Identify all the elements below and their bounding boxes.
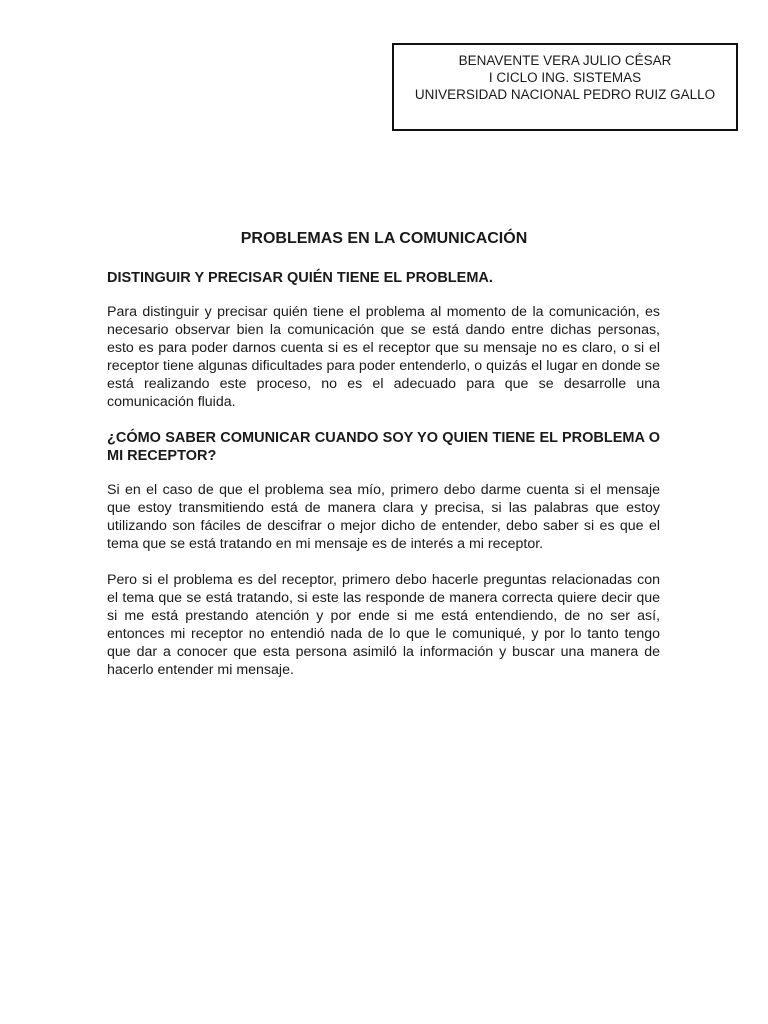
author-info-box: [392, 43, 738, 131]
document-title: PROBLEMAS EN LA COMUNICACIÓN: [240, 230, 528, 247]
section-heading-2: ¿CÓMO SABER COMUNICAR CUANDO SOY YO QUIEN TIENE EL PROBLEMA O MI RECEPTOR?: [107, 430, 660, 464]
section-2-paragraph-2: Pero si el problema es del receptor, primero debo hacerle preguntas relacionadas con el tema que se está tratando, si este las responde de manera correcta quiere decir que si me está prestando atención y por ende si me está entendiendo, de no ser así, entonces mi receptor no entendió nada de lo que le comuniqué, y por lo tanto tengo que dar a conocer que esta persona asimiló la información y buscar una manera de hacerlo entender mi mensaje.: [107, 572, 660, 678]
section-1-paragraph-1: Para distinguir y precisar quién tiene el problema al momento de la comunicación, es necesario observar bien la comunicación que se está dando entre dichas personas, esto es para poder darnos cuenta si es el receptor que su mensaje no es claro, o si el receptor tiene algunas dificultades para poder entenderlo, o quizás el lugar en donde se está realizando este proceso, no es el adecuado para que se desarrolle una comunicación fluida.: [107, 304, 660, 410]
section-heading-1: DISTINGUIR Y PRECISAR QUIÉN TIENE EL PROBLEMA.: [107, 270, 493, 286]
university-name: UNIVERSIDAD NACIONAL PEDRO RUIZ GALLO: [414, 87, 716, 102]
document-body: [107, 269, 660, 679]
author-name: BENAVENTE VERA JULIO CÉSAR: [458, 53, 672, 68]
section-2-paragraph-1: Si en el caso de que el problema sea mío, primero debo darme cuenta si el mensaje que estoy transmitiendo está de manera clara y precisa, si las palabras que estoy utilizando son fáciles de descifrar o mejor dicho de entender, debo saber si es que el tema que se está tratando en mi mensaje es de interés a mi receptor.: [107, 482, 660, 552]
course-info: I CICLO ING. SISTEMAS: [488, 70, 642, 85]
